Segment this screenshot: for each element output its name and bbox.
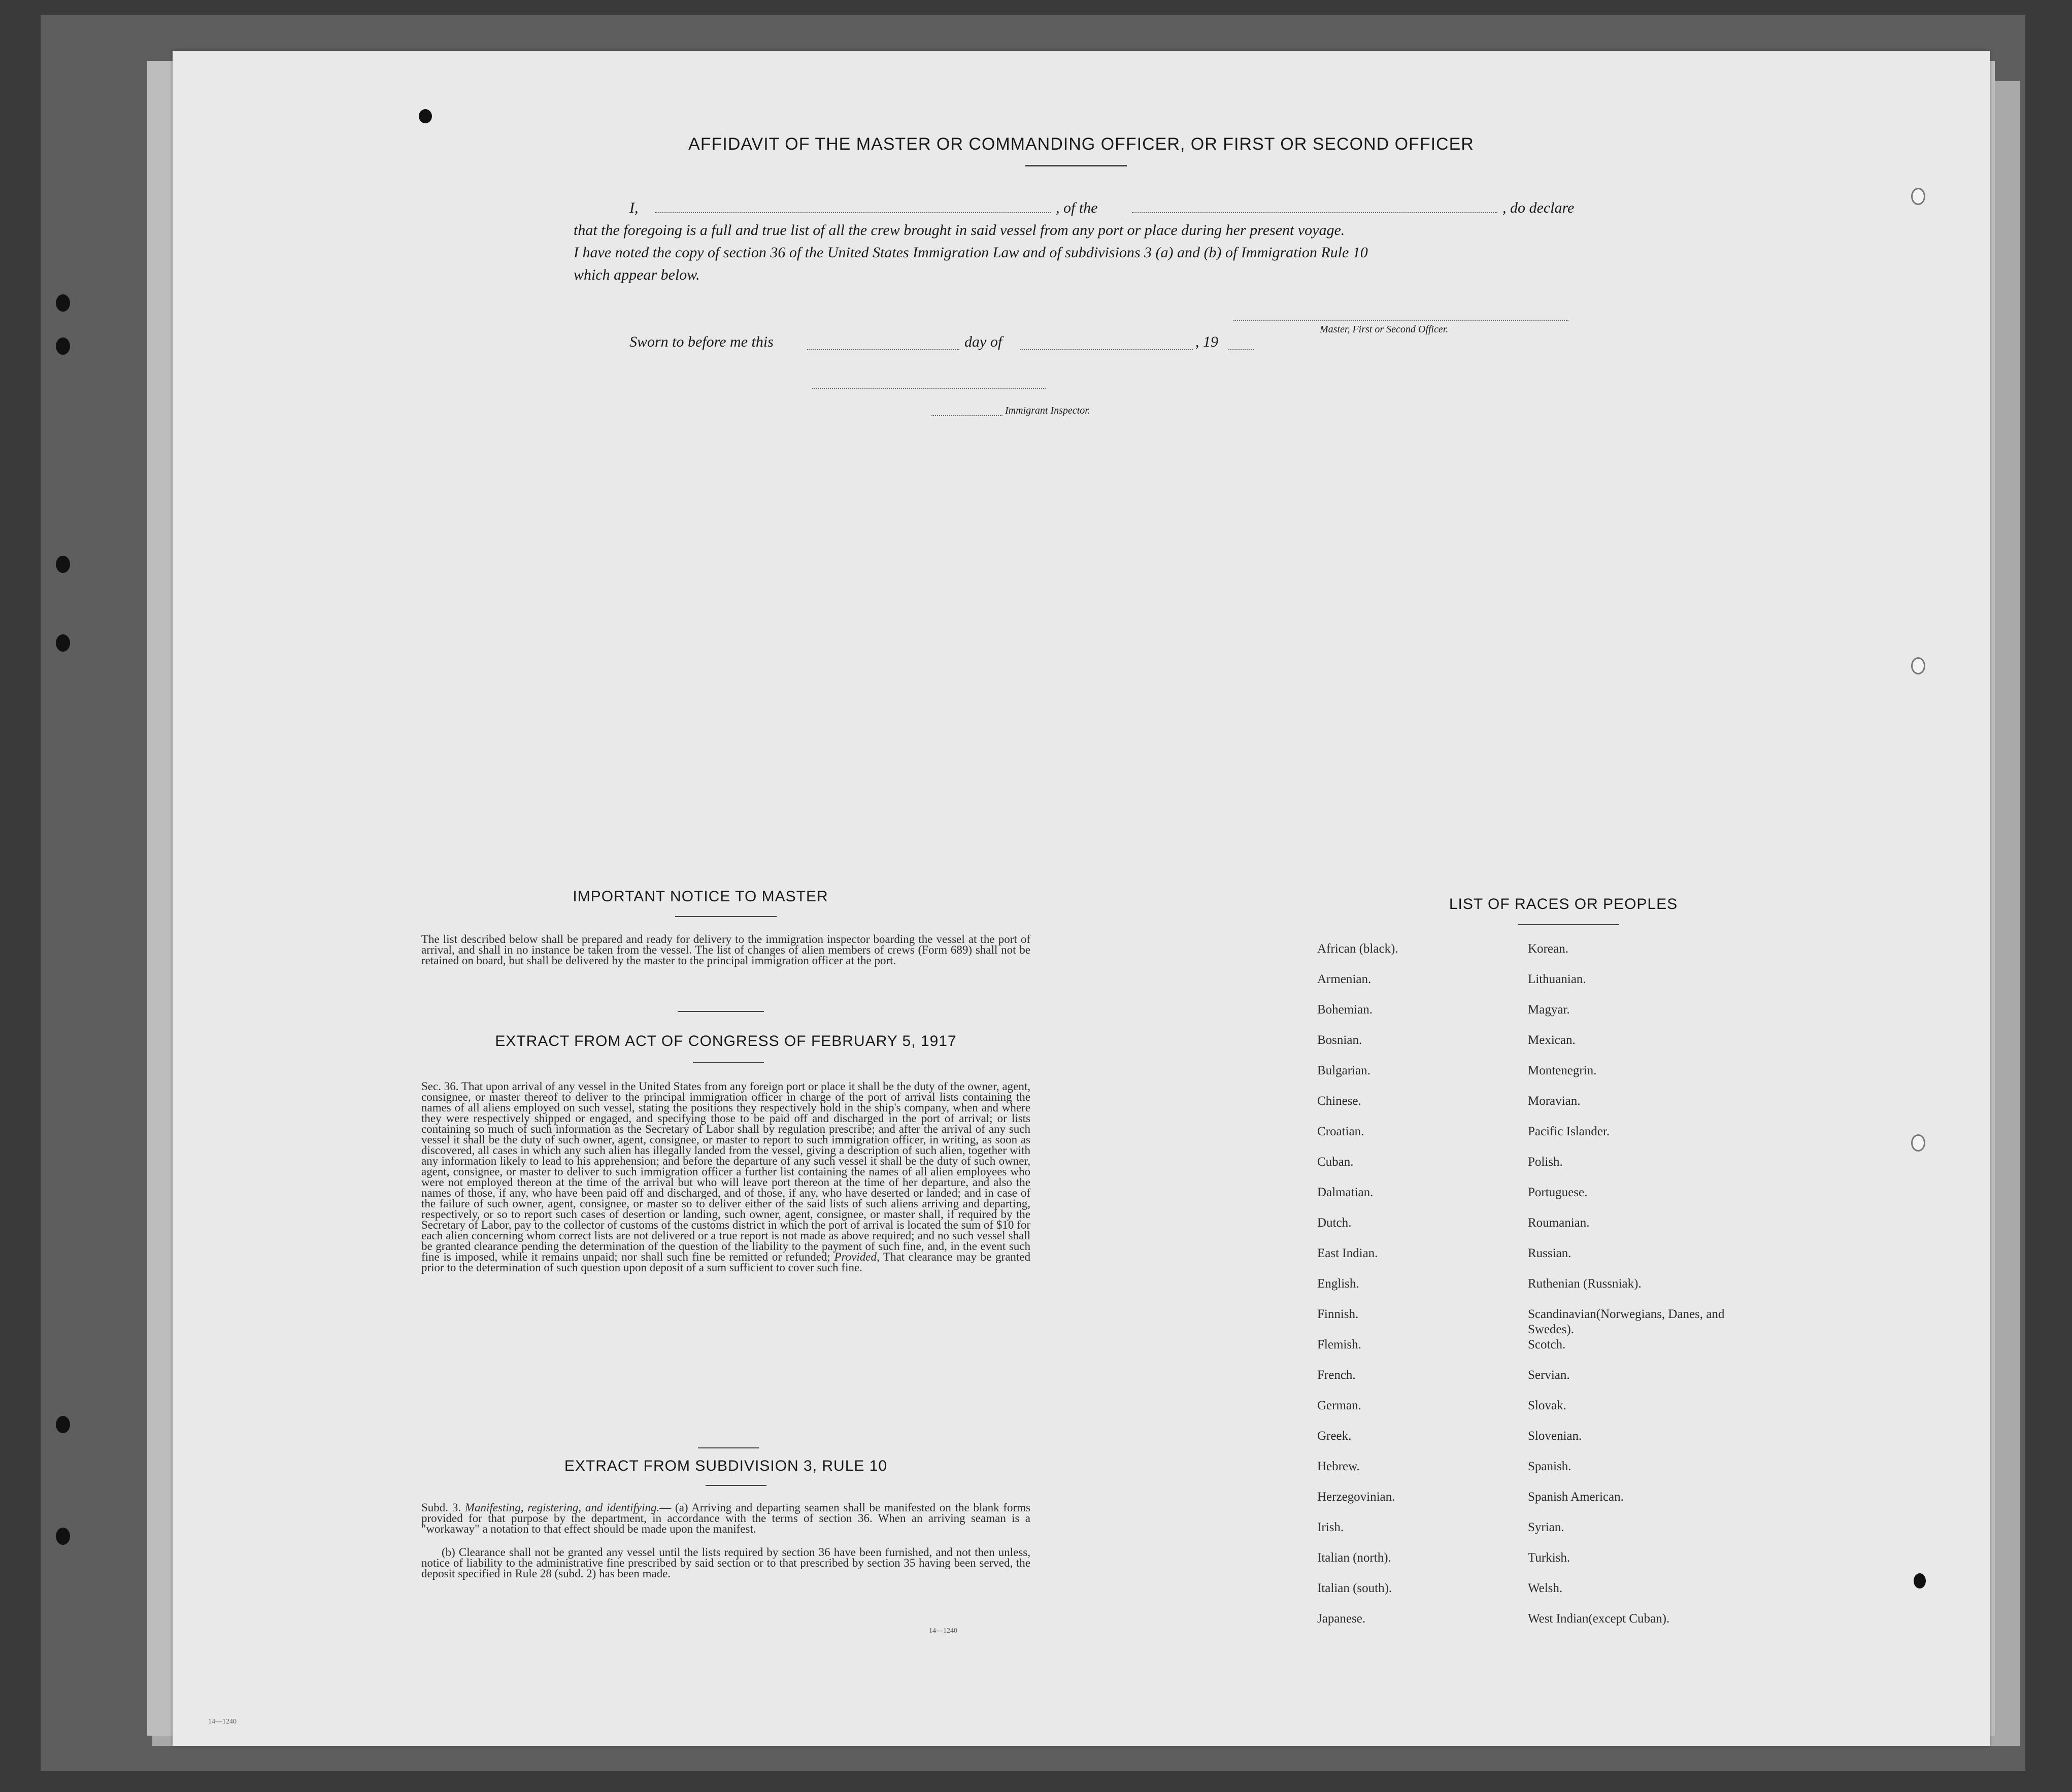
divider: [698, 1447, 759, 1448]
divider: [706, 1485, 766, 1486]
race-item: Moravian.: [1528, 1094, 1581, 1108]
race-item: Chinese.: [1317, 1094, 1361, 1108]
page-punch-hole: [419, 109, 432, 123]
race-item: Armenian.: [1317, 972, 1372, 986]
inspector-dotted-lead: [931, 415, 1002, 416]
race-item: Flemish.: [1317, 1338, 1361, 1351]
sworn-year-field[interactable]: [1228, 349, 1254, 350]
divider: [1518, 924, 1619, 925]
races-column-2: [1528, 941, 1761, 1642]
rule-extract-title: EXTRACT FROM SUBDIVISION 3, RULE 10: [564, 1458, 888, 1474]
divider: [678, 1011, 764, 1012]
subd-label: Subd. 3.: [421, 1501, 461, 1514]
name-field[interactable]: [655, 212, 1051, 213]
declaration-do-declare: , do declare: [1502, 199, 1575, 216]
declaration-of-the: , of the: [1056, 199, 1098, 216]
race-item: Bosnian.: [1317, 1033, 1362, 1047]
race-item: Pacific Islander.: [1528, 1125, 1610, 1138]
race-item: Korean.: [1528, 942, 1568, 956]
race-item: Greek.: [1317, 1429, 1352, 1443]
declaration-line-4: which appear below.: [574, 266, 700, 283]
page-punch-hole: [1911, 1134, 1925, 1152]
race-item: Slovak.: [1528, 1399, 1566, 1412]
binder-hole: [56, 294, 70, 312]
race-item: Irish.: [1317, 1520, 1344, 1534]
race-item: Syrian.: [1528, 1520, 1564, 1534]
races-title: LIST OF RACES OR PEOPLES: [1449, 896, 1678, 912]
race-item: Finnish.: [1317, 1307, 1359, 1321]
race-item: English.: [1317, 1277, 1359, 1291]
race-item: Welsh.: [1528, 1581, 1563, 1595]
notice-title: IMPORTANT NOTICE TO MASTER: [573, 888, 828, 905]
race-item: Turkish.: [1528, 1551, 1570, 1565]
binder-hole: [56, 634, 70, 652]
race-item: West Indian(except Cuban).: [1528, 1612, 1670, 1626]
race-item: Servian.: [1528, 1368, 1570, 1382]
race-item: Portuguese.: [1528, 1186, 1588, 1199]
signature-field[interactable]: [1233, 320, 1568, 321]
act-extract-title: EXTRACT FROM ACT OF CONGRESS OF FEBRUARY 5, 1917: [495, 1033, 957, 1050]
race-item: Italian (south).: [1317, 1581, 1392, 1595]
binder-hole: [56, 1528, 70, 1545]
act-extract-text: [421, 1081, 1030, 1273]
act-body: That upon arrival of any vessel in the United States from any foreign port or place it shall be the duty of the owner, agent, consignee, or master thereof to deliver to the principal immigration officer in charge of the port of arrival lists containing the names of all aliens employed on such vessel, stating the positions they respectively hold in the ship's company, when and where they were respectively shipped or engaged, and specifying those to be paid off and discharged in the port of arrival; or lists containing so much of such information as the Secretary of Labor shall by regulation prescribe; and after the arrival of any such vessel it shall be the duty of such owner, agent, consignee, or master to report to such immigration officer, in writing, as soon as discovered, all cases in which any such alien has illegally landed from the vessel, giving a description of such alien, together with any information likely to lead to his apprehension; and before the departure of any such vessel it shall be the duty of such owner, agent, consignee, or master to deliver to such immigration officer a further list containing the names of all alien employees who were not employed thereon at the time of the arrival but who will leave port thereon at the time of her departure, and also the names of those, if any, who have been paid off and discharged, and of those, if any, who have deserted or landed; and in case of the failure of such owner, agent, consignee, or master so to deliver either of the said lists of such aliens arriving and departing, respectively, or so to report such cases of desertion or landing, such owner, agent, consignee, or master shall, if required by the Secretary of Labor, pay to the collector of customs of the customs district in which the port of arrival is located the sum of $10 for each alien concerning whom correct lists are not delivered or a true report is not made as above required; and no such vessel shall be granted clearance pending the determination of the question of the liability to the payment of such fine, and, in the event such fine is imposed, while it remains unpaid; nor shall such fine be remitted or refunded;: [421, 1080, 1030, 1263]
divider: [675, 916, 777, 917]
act-body-end: That clearance may be granted prior to the determination of such question upon deposit of a sum sufficient to cover such fine.: [421, 1250, 1031, 1274]
day-of-label: day of: [964, 333, 1002, 350]
race-item: Dalmatian.: [1317, 1186, 1374, 1199]
vessel-field[interactable]: [1132, 212, 1497, 213]
race-item: Scotch.: [1528, 1338, 1566, 1351]
race-item: African (black).: [1317, 942, 1398, 956]
year-label: , 19: [1195, 333, 1218, 350]
page-punch-hole: [1914, 1573, 1926, 1588]
races-column-1: [1317, 941, 1510, 1642]
rule-extract-text-a: [421, 1502, 1030, 1534]
signature-caption: Master, First or Second Officer.: [1320, 324, 1449, 335]
rule-extract-text-b: (b) Clearance shall not be granted any vessel until the lists required by section 36 have been furnished, and not then unless, notice of liability to the administrative fine prescribed by said section or to that prescribed by section 35 having been served, the deposit specified in Rule 28 (subd. 2) has been made.: [421, 1546, 1030, 1580]
race-item: Bulgarian.: [1317, 1064, 1371, 1077]
subd-a-text: — (a) Arriving and departing seamen shall be manifested on the blank forms provided for that purpose by the department, in accordance with the terms of section 36. When an arriving seaman is a "workaway" a notation to that effect should be made upon the manifest.: [421, 1501, 1030, 1535]
page-punch-hole: [1911, 188, 1925, 205]
race-item: Ruthenian (Russniak).: [1528, 1277, 1642, 1291]
race-item: German.: [1317, 1399, 1361, 1412]
binder-hole: [56, 337, 70, 355]
provided-word: Provided,: [834, 1250, 880, 1263]
race-item: Roumanian.: [1528, 1216, 1590, 1230]
race-item: Lithuanian.: [1528, 972, 1586, 986]
divider: [693, 1062, 764, 1063]
race-item: Bohemian.: [1317, 1003, 1373, 1017]
divider: [1025, 165, 1127, 166]
race-item: Russian.: [1528, 1246, 1572, 1260]
bottom-form-number: 14—1240: [208, 1718, 237, 1726]
race-item: Magyar.: [1528, 1003, 1570, 1017]
sworn-label: Sworn to before me this: [629, 333, 774, 350]
subd-heading: Manifesting, registering, and identifying.: [464, 1501, 660, 1514]
declaration-line-3: I have noted the copy of section 36 of the United States Immigration Law and of subdivisions 3 (a) and (b) of Immigration Rule 10: [574, 244, 1368, 261]
inspector-caption: Immigrant Inspector.: [1005, 405, 1090, 416]
race-item: Scandinavian(Norwegians, Danes, and Swedes).: [1528, 1307, 1725, 1336]
notice-text: The list described below shall be prepared and ready for delivery to the immigration inspector boarding the vessel at the port of arrival, and shall in no instance be taken from the vessel. The list of changes of alien members of crews (Form 689) shall not be retained on board, but shall be delivered by the master to the principal immigration officer at the port.: [421, 933, 1030, 967]
race-item: Hebrew.: [1317, 1460, 1360, 1473]
race-item: Slovenian.: [1528, 1429, 1582, 1443]
race-item: East Indian.: [1317, 1246, 1378, 1260]
sworn-month-field[interactable]: [1020, 349, 1193, 350]
race-item: Japanese.: [1317, 1612, 1366, 1626]
race-item: Spanish American.: [1528, 1490, 1624, 1504]
race-item: French.: [1317, 1368, 1356, 1382]
race-item: Herzegovinian.: [1317, 1490, 1395, 1504]
affidavit-title: AFFIDAVIT OF THE MASTER OR COMMANDING OFFICER, OR FIRST OR SECOND OFFICER: [688, 134, 1474, 154]
race-item: Spanish.: [1528, 1460, 1572, 1473]
race-item: Montenegrin.: [1528, 1064, 1597, 1077]
race-item: Polish.: [1528, 1155, 1563, 1169]
declaration-i: I,: [629, 199, 639, 216]
binder-hole: [56, 1416, 70, 1433]
race-item: Cuban.: [1317, 1155, 1354, 1169]
race-item: Mexican.: [1528, 1033, 1576, 1047]
inspector-signature-field[interactable]: [812, 388, 1046, 389]
binder-hole: [56, 556, 70, 573]
sworn-day-field[interactable]: [807, 349, 959, 350]
section-label: Sec. 36.: [421, 1080, 459, 1093]
race-item: Italian (north).: [1317, 1551, 1391, 1565]
race-item: Croatian.: [1317, 1125, 1364, 1138]
form-number: 14—1240: [929, 1627, 957, 1635]
form-page: [173, 51, 1990, 1746]
race-item: Dutch.: [1317, 1216, 1352, 1230]
declaration-line-2: that the foregoing is a full and true list of all the crew brought in said vessel from any port or place during her present voyage.: [574, 222, 1345, 239]
page-punch-hole: [1911, 657, 1925, 674]
